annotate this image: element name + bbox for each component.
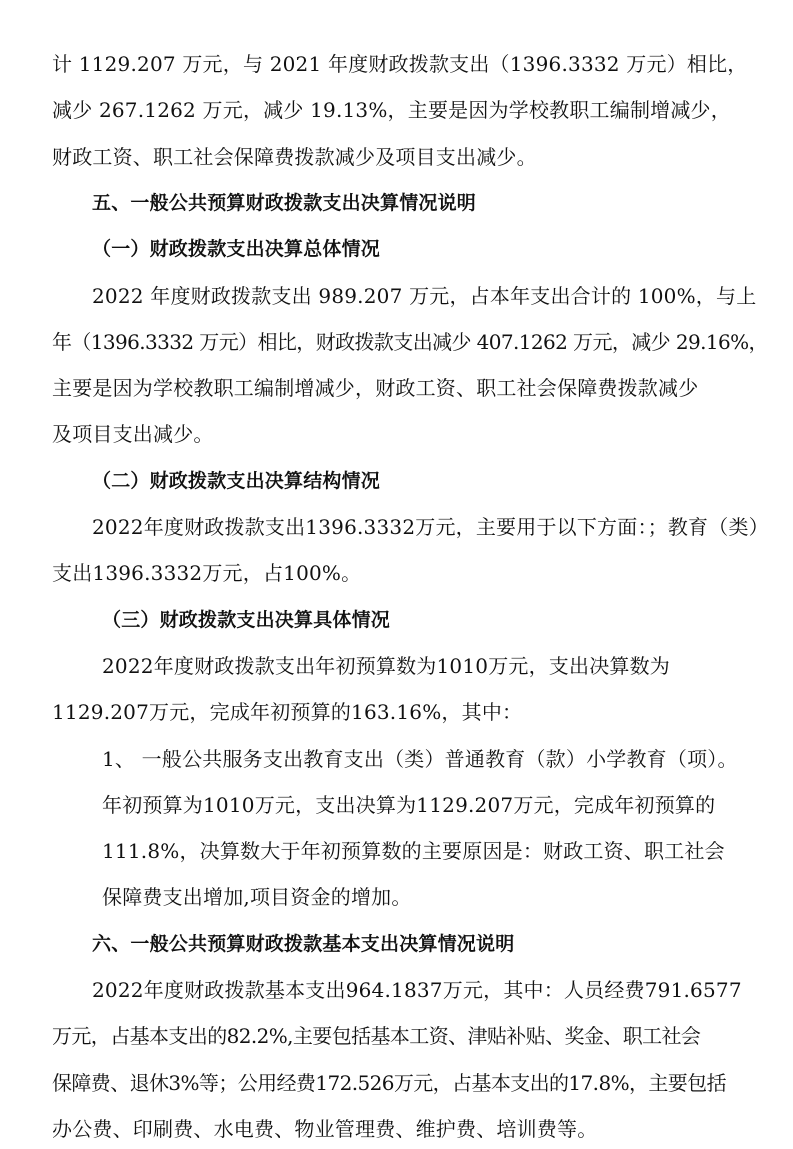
paragraph-line: 2022年度财政拨款支出年初预算数为1010万元，支出决算数为 (102, 654, 670, 678)
paragraph-line: 减少 267.1262 万元，减少 19.13%，主要是因为学校教职工编制增减少， (52, 98, 731, 122)
paragraph-line: 年初预算为1010万元，支出决算为1129.207万元，完成年初预算的 (102, 793, 716, 817)
paragraph-line: 计 1129.207 万元，与 2021 年度财政拨款支出（1396.3332 万元）相比， (52, 52, 748, 76)
paragraph-line: 2022年度财政拨款基本支出964.1837万元，其中：人员经费791.6577 (92, 978, 742, 1002)
paragraph-line: 主要是因为学校教职工编制增减少，财政工资、职工社会保障费拨款减少 (52, 376, 699, 400)
paragraph-line: 支出1396.3332万元，占100%。 (52, 561, 362, 585)
paragraph-line: 保障费支出增加,项目资金的增加。 (102, 885, 412, 909)
paragraph-line: 111.8%，决算数大于年初预算数的主要原因是：财政工资、职工社会 (102, 839, 725, 863)
subsection-heading-3: （三）财政拨款支出决算具体情况 (102, 609, 391, 631)
list-item: 1、 一般公共服务支出教育支出（类）普通教育（款）小学教育（项）。 (102, 747, 738, 771)
paragraph-line: 年（1396.3332 万元）相比，财政拨款支出减少 407.1262 万元，减少 29.16%， (52, 330, 768, 354)
paragraph-line: 2022年度财政拨款支出1396.3332万元，主要用于以下方面：；教育（类） (92, 515, 769, 539)
paragraph-line: 保障费、退休3%等；公用经费172.526万元，占基本支出的17.8%，主要包括 (52, 1071, 726, 1095)
paragraph-line: 2022 年度财政拨款支出 989.207 万元，占本年支出合计的 100%，与上 (92, 284, 757, 308)
paragraph-line: 及项目支出减少。 (52, 422, 214, 446)
paragraph-line-last: 办公费、印刷费、水电费、物业管理费、维护费、培训费等。 (52, 1117, 598, 1141)
section-heading-6: 六、一般公共预算财政拨款基本支出决算情况说明 (92, 933, 515, 955)
subsection-heading-1: （一）财政拨款支出决算总体情况 (92, 238, 381, 260)
paragraph-line: 万元，占基本支出的82.2%,主要包括基本工资、津贴补贴、奖金、职工社会 (52, 1024, 701, 1048)
section-heading-5: 五、一般公共预算财政拨款支出决算情况说明 (92, 192, 477, 214)
paragraph-line: 财政工资、职工社会保障费拨款减少及项目支出减少。 (52, 145, 537, 169)
subsection-heading-2: （二）财政拨款支出决算结构情况 (92, 470, 381, 492)
paragraph-line: 1129.207万元，完成年初预算的163.16%，其中： (52, 700, 523, 724)
